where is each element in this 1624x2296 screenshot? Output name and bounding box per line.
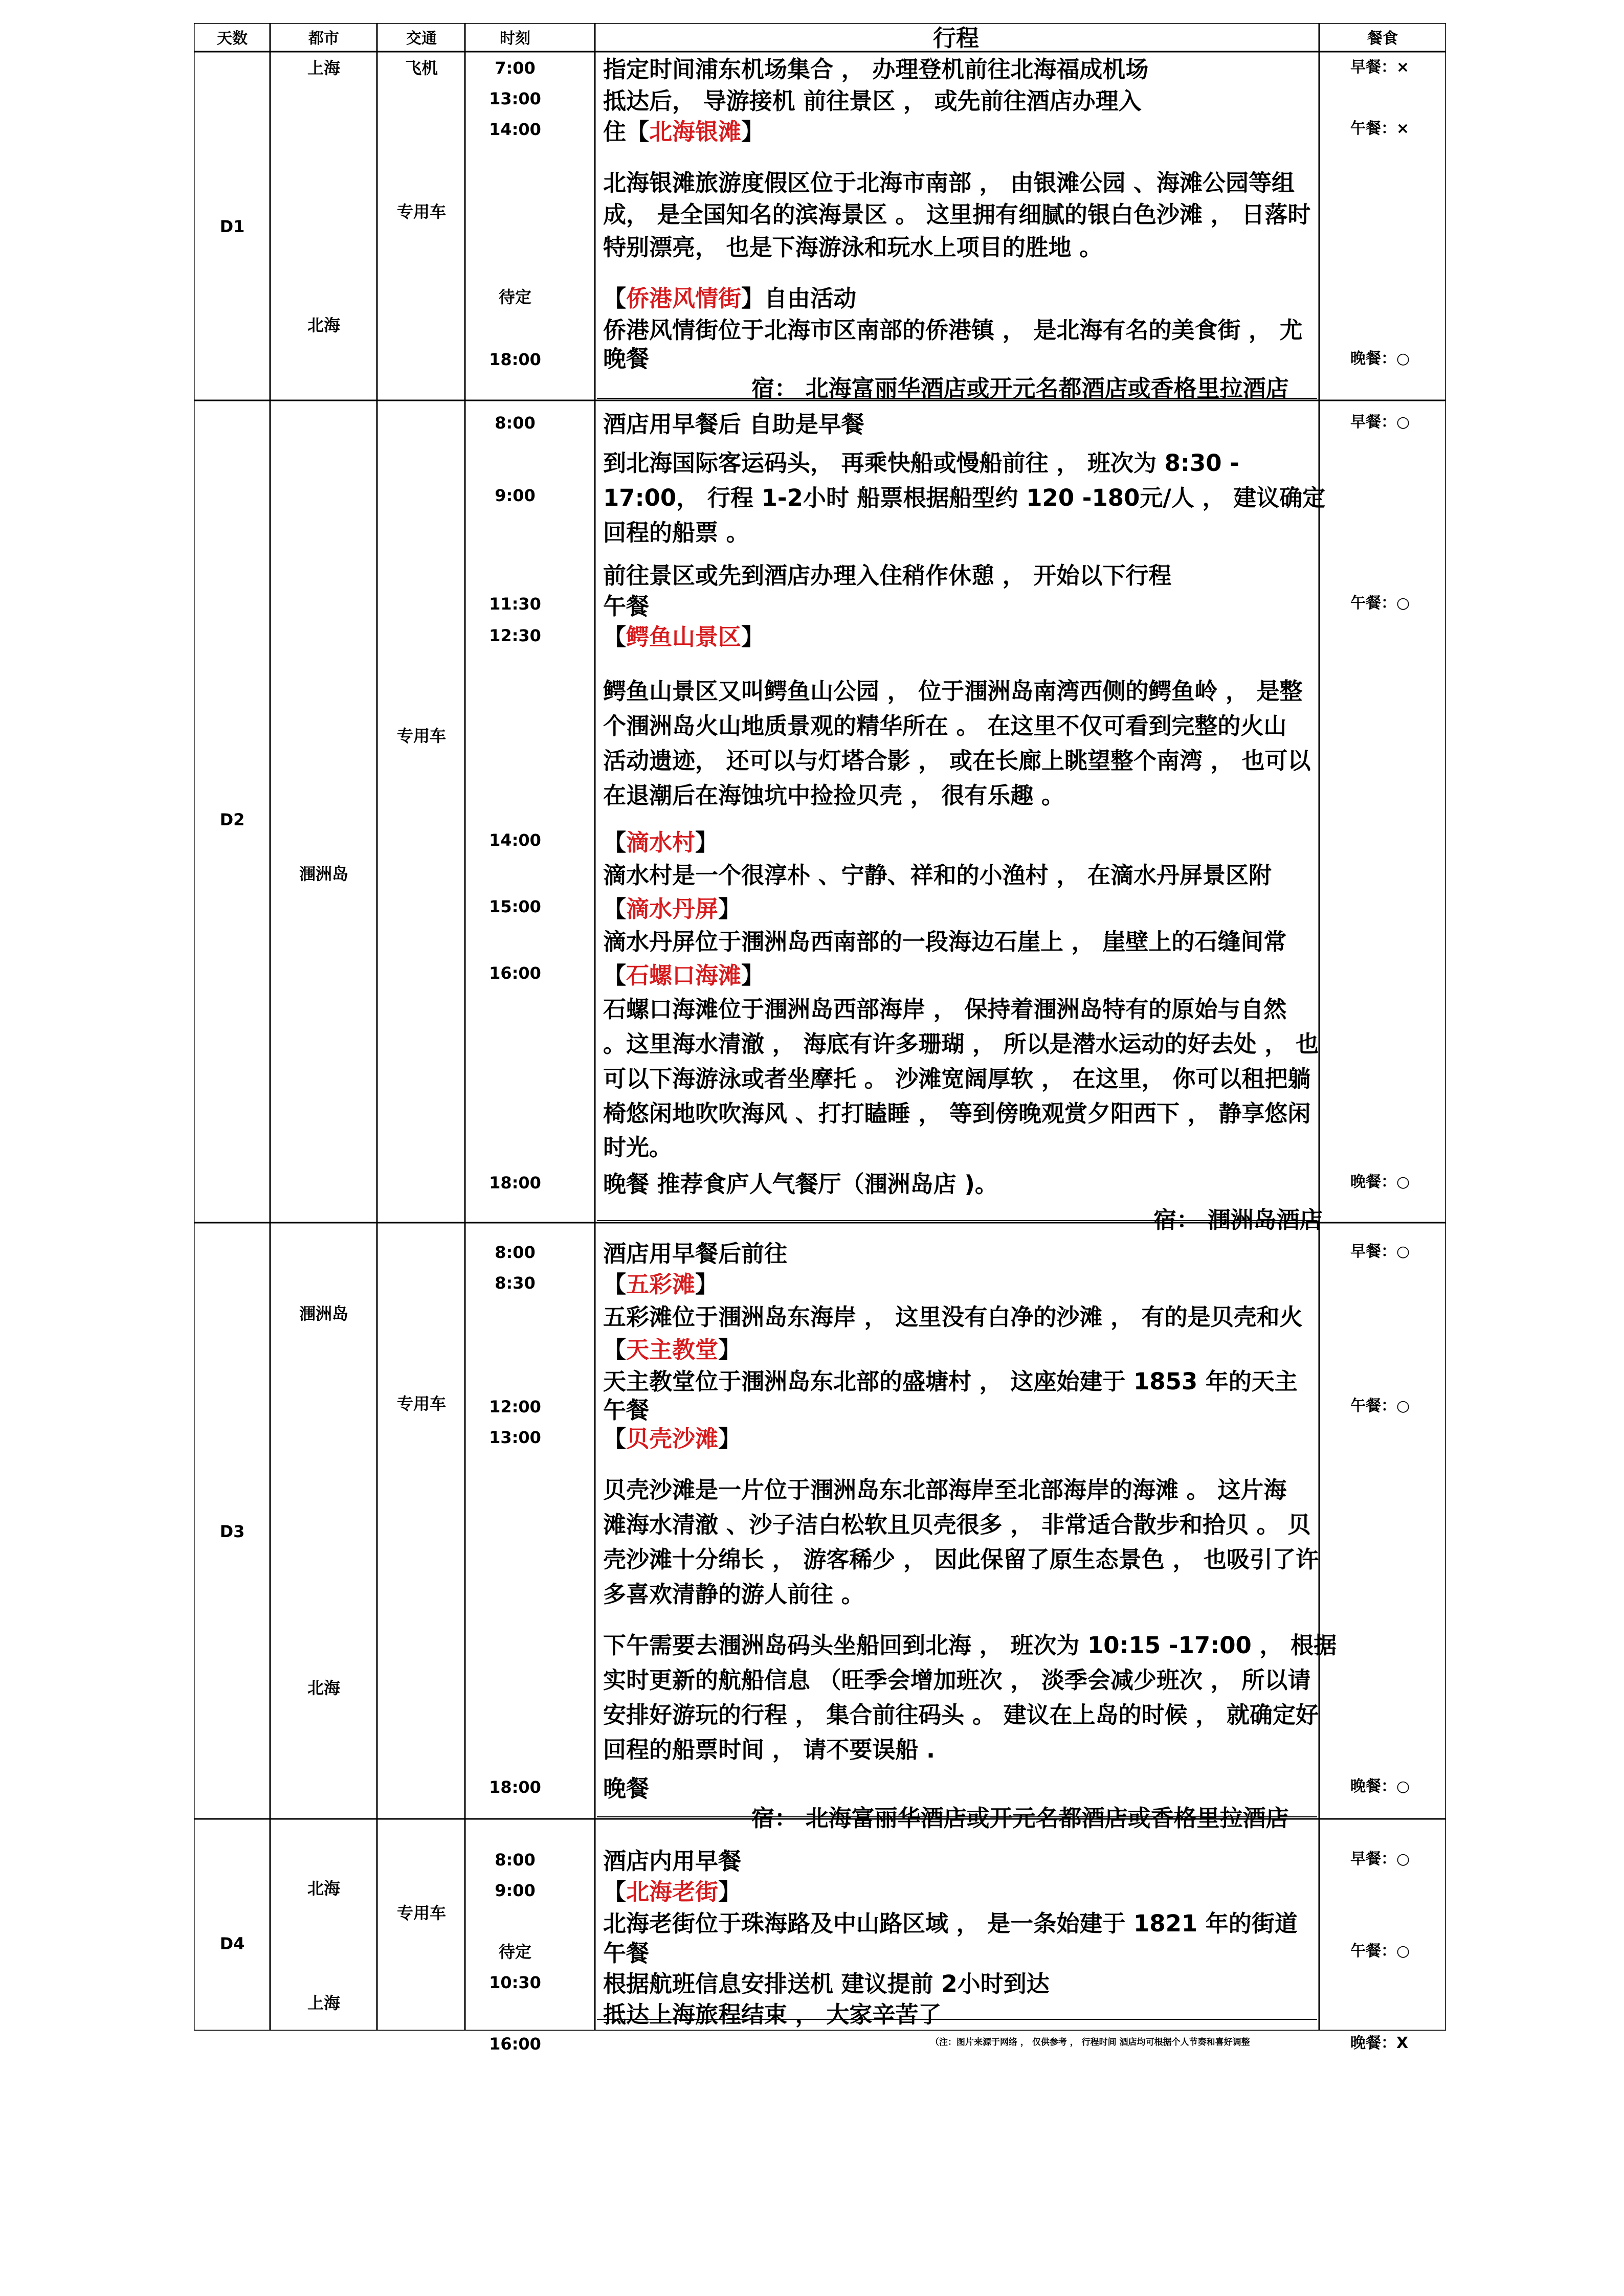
time-label: 12:30	[489, 626, 541, 645]
itinerary-line: 。这里海水清澈 ， 海底有许多珊瑚 ， 所以是潜水运动的好去处 ， 也	[603, 1030, 1319, 1057]
itinerary-line: 抵达后， 导游接机 前往景区 ， 或先前往酒店办理入	[603, 87, 1142, 115]
hotel-line: 宿： 北海富丽华酒店或开元名都酒店或香格里拉酒店	[751, 375, 1289, 402]
city-label: 上海	[307, 1993, 341, 2013]
day-label: D3	[219, 1522, 245, 1541]
itinerary-line: 北海老街位于珠海路及中山路区域 ， 是一条始建于 1821 年的街道	[603, 1910, 1298, 1937]
header-transport: 交通	[406, 30, 437, 48]
attraction-name: 滴水村	[626, 829, 696, 856]
time-label: 9:00	[495, 486, 536, 505]
itinerary-line: 【鳄鱼山景区】	[603, 623, 765, 650]
meal-dinner: 晚餐：X	[1350, 2034, 1409, 2052]
hotel-line: 宿： 北海富丽华酒店或开元名都酒店或香格里拉酒店	[751, 1805, 1289, 1832]
time-label: 18:00	[489, 1777, 541, 1797]
itinerary-line: 可以下海游泳或者坐摩托 。 沙滩宽阔厚软 ， 在这里， 你可以租把躺	[603, 1065, 1311, 1092]
time-label: 18:00	[489, 1173, 541, 1192]
itinerary-line: 安排好游玩的行程 ， 集合前往码头 。 建议在上岛的时候 ， 就确定好	[603, 1701, 1319, 1728]
time-label: 11:30	[489, 594, 541, 614]
time-label: 8:30	[495, 1273, 536, 1293]
itinerary-line: 根据航班信息安排送机 建议提前 2小时到达	[603, 1970, 1050, 1997]
time-label: 7:00	[495, 58, 536, 78]
time-label: 10:30	[489, 1973, 541, 1992]
transport-label: 专用车	[396, 1903, 447, 1923]
header-city: 都市	[308, 30, 339, 48]
itinerary-line: 到北海国际客运码头， 再乘快船或慢船前往 ， 班次为 8:30 -	[603, 449, 1239, 477]
itinerary-line: 【石螺口海滩】	[603, 962, 765, 989]
itinerary-line: 指定时间浦东机场集合 ， 办理登机前往北海福成机场	[603, 56, 1149, 83]
meal-dinner: 晚餐：○	[1350, 1173, 1410, 1191]
meal-dinner: 晚餐：○	[1350, 350, 1410, 368]
header-meals: 餐食	[1367, 30, 1398, 48]
itinerary-line: 晚餐	[603, 345, 650, 372]
city-label: 涠洲岛	[299, 864, 349, 884]
itinerary-line: 【天主教堂】	[603, 1336, 742, 1363]
time-label: 待定	[498, 287, 532, 307]
transport-label: 专用车	[396, 202, 447, 221]
time-label: 8:00	[495, 413, 536, 433]
itinerary-line: 晚餐 推荐食庐人气餐厅（涠洲岛店 )。	[603, 1170, 998, 1198]
itinerary-line: 时光。	[603, 1134, 673, 1161]
itinerary-line: 酒店内用早餐	[603, 1848, 742, 1875]
meal-breakfast: 早餐：○	[1350, 1243, 1410, 1260]
itinerary-line: 多喜欢清静的游人前往 。	[603, 1581, 864, 1608]
header-time: 时刻	[500, 30, 530, 48]
city-label: 上海	[307, 58, 341, 78]
itinerary-line: 下午需要去涠洲岛码头坐船回到北海 ， 班次为 10:15 -17:00 ， 根据	[603, 1632, 1337, 1659]
day-label: D1	[219, 217, 245, 236]
meal-dinner: 晚餐：○	[1350, 1777, 1410, 1795]
time-label: 14:00	[489, 830, 541, 850]
attraction-name: 侨港风情街	[626, 285, 742, 312]
itinerary-line: 活动遗迹， 还可以与灯塔合影 ， 或在长廊上眺望整个南湾 ， 也可以	[603, 747, 1311, 774]
attraction-name: 北海老街	[626, 1878, 719, 1905]
itinerary-line: 五彩滩位于涠洲岛东海岸 ， 这里没有白净的沙滩 ， 有的是贝壳和火	[603, 1303, 1303, 1331]
hotel-line: 宿： 涠洲岛酒店	[1153, 1206, 1323, 1233]
time-label: 12:00	[489, 1397, 541, 1416]
city-label: 涠洲岛	[299, 1304, 349, 1323]
itinerary-line: 住【北海银滩】	[603, 118, 765, 145]
day-label: D2	[219, 810, 245, 829]
itinerary-line: 【滴水村】	[603, 829, 719, 856]
itinerary-line: 午餐	[603, 1940, 650, 1967]
footnote: （注：图片来源于网络 ， 仅供参考 ， 行程时间 酒店均可根据个人节奏和喜好调整	[930, 2037, 1250, 2047]
itinerary-line: 抵达上海旅程结束 ， 大家辛苦了	[603, 2001, 942, 2028]
attraction-name: 石螺口海滩	[626, 962, 742, 989]
transport-label: 飞机	[405, 58, 438, 78]
itinerary-line: 酒店用早餐后前往	[603, 1240, 788, 1267]
itinerary-line: 椅悠闲地吹吹海风 、打打瞌睡 ， 等到傍晚观赏夕阳西下 ， 静享悠闲	[603, 1100, 1311, 1127]
itinerary-line: 壳沙滩十分绵长 ， 游客稀少 ， 因此保留了原生态景色 ， 也吸引了许	[603, 1546, 1319, 1573]
itinerary-line: 成， 是全国知名的滨海景区 。 这里拥有细腻的银白色沙滩 ， 日落时	[603, 201, 1311, 228]
itinerary-line: 侨港风情街位于北海市区南部的侨港镇 ， 是北海有名的美食街 ， 尤	[603, 317, 1303, 344]
city-label: 北海	[307, 316, 341, 335]
itinerary-line: 【北海老街】	[603, 1878, 742, 1905]
itinerary-line: 17:00， 行程 1-2小时 船票根据船型约 120 -180元/人 ， 建议确定	[603, 484, 1326, 511]
itinerary-line: 回程的船票 。	[603, 519, 749, 546]
meal-breakfast: 早餐：○	[1350, 413, 1410, 431]
meal-lunch: 午餐：○	[1350, 1397, 1410, 1415]
itinerary-line: 前往景区或先到酒店办理入住稍作休憩 ， 开始以下行程	[603, 562, 1172, 589]
itinerary-line: 特别漂亮， 也是下海游泳和玩水上项目的胜地 。	[603, 234, 1103, 261]
itinerary-line: 回程的船票时间 ， 请不要误船 .	[603, 1736, 936, 1763]
attraction-name: 北海银滩	[649, 118, 742, 145]
time-label: 14:00	[489, 120, 541, 139]
itinerary-line: 实时更新的航船信息 （旺季会增加班次 ， 淡季会减少班次 ， 所以请	[603, 1667, 1311, 1694]
header-itinerary: 行程	[932, 25, 980, 52]
itinerary-line: 北海银滩旅游度假区位于北海市南部 ， 由银滩公园 、海滩公园等组	[603, 169, 1295, 196]
itinerary-line: 【贝壳沙滩】	[603, 1425, 742, 1452]
time-label: 13:00	[489, 1428, 541, 1447]
attraction-name: 滴水丹屏	[626, 895, 719, 922]
meal-lunch: 午餐：○	[1350, 594, 1410, 612]
itinerary-line: 【侨港风情街】自由活动	[603, 285, 857, 312]
time-label: 16:00	[489, 963, 541, 983]
itinerary-line: 滩海水清澈 、沙子洁白松软且贝壳很多 ， 非常适合散步和拾贝 。 贝	[603, 1511, 1311, 1538]
itinerary-line: 贝壳沙滩是一片位于涠洲岛东北部海岸至北部海岸的海滩 。 这片海	[603, 1476, 1287, 1503]
itinerary-line: 个涠洲岛火山地质景观的精华所在 。 在这里不仅可看到完整的火山	[603, 712, 1287, 739]
time-label: 16:00	[489, 2034, 541, 2054]
attraction-name: 鳄鱼山景区	[626, 623, 742, 650]
day-label: D4	[219, 1934, 245, 1953]
itinerary-line: 【滴水丹屏】	[603, 895, 742, 922]
time-label: 13:00	[489, 89, 541, 108]
transport-label: 专用车	[396, 1394, 447, 1413]
attraction-name: 贝壳沙滩	[626, 1425, 719, 1452]
itinerary-table	[194, 23, 1446, 2054]
itinerary-line: 晚餐	[603, 1775, 650, 1802]
meal-lunch: 午餐：○	[1350, 1942, 1410, 1960]
meal-breakfast: 早餐：○	[1350, 1850, 1410, 1868]
time-label: 待定	[498, 1942, 532, 1962]
meal-lunch: 午餐：×	[1350, 120, 1410, 138]
time-label: 9:00	[495, 1881, 536, 1900]
header-day: 天数	[217, 30, 248, 48]
attraction-name: 天主教堂	[626, 1336, 719, 1363]
city-label: 北海	[307, 1678, 341, 1698]
itinerary-line: 滴水村是一个很淳朴 、宁静、祥和的小渔村 ， 在滴水丹屏景区附	[603, 862, 1272, 889]
itinerary-line: 石螺口海滩位于涠洲岛西部海岸 ， 保持着涠洲岛特有的原始与自然	[603, 996, 1287, 1023]
itinerary-line: 天主教堂位于涠洲岛东北部的盛塘村 ， 这座始建于 1853 年的天主	[603, 1368, 1298, 1395]
itinerary-line: 【五彩滩】	[603, 1271, 719, 1298]
time-label: 8:00	[495, 1850, 536, 1870]
city-label: 北海	[307, 1879, 341, 1898]
itinerary-line: 在退潮后在海蚀坑中捡捡贝壳 ， 很有乐趣 。	[603, 782, 1065, 809]
time-label: 8:00	[495, 1243, 536, 1262]
time-label: 15:00	[489, 897, 541, 916]
itinerary-line: 午餐	[603, 593, 650, 620]
attraction-name: 五彩滩	[626, 1271, 696, 1298]
itinerary-line: 午餐	[603, 1397, 650, 1424]
time-label: 18:00	[489, 350, 541, 369]
itinerary-line: 滴水丹屏位于涠洲岛西南部的一段海边石崖上 ， 崖壁上的石缝间常	[603, 928, 1287, 955]
meal-breakfast: 早餐：×	[1350, 58, 1410, 76]
itinerary-line: 鳄鱼山景区又叫鳄鱼山公园 ， 位于涠洲岛南湾西侧的鳄鱼岭 ， 是整	[603, 678, 1303, 705]
transport-label: 专用车	[396, 726, 447, 746]
itinerary-line: 酒店用早餐后 自助是早餐	[603, 411, 864, 438]
